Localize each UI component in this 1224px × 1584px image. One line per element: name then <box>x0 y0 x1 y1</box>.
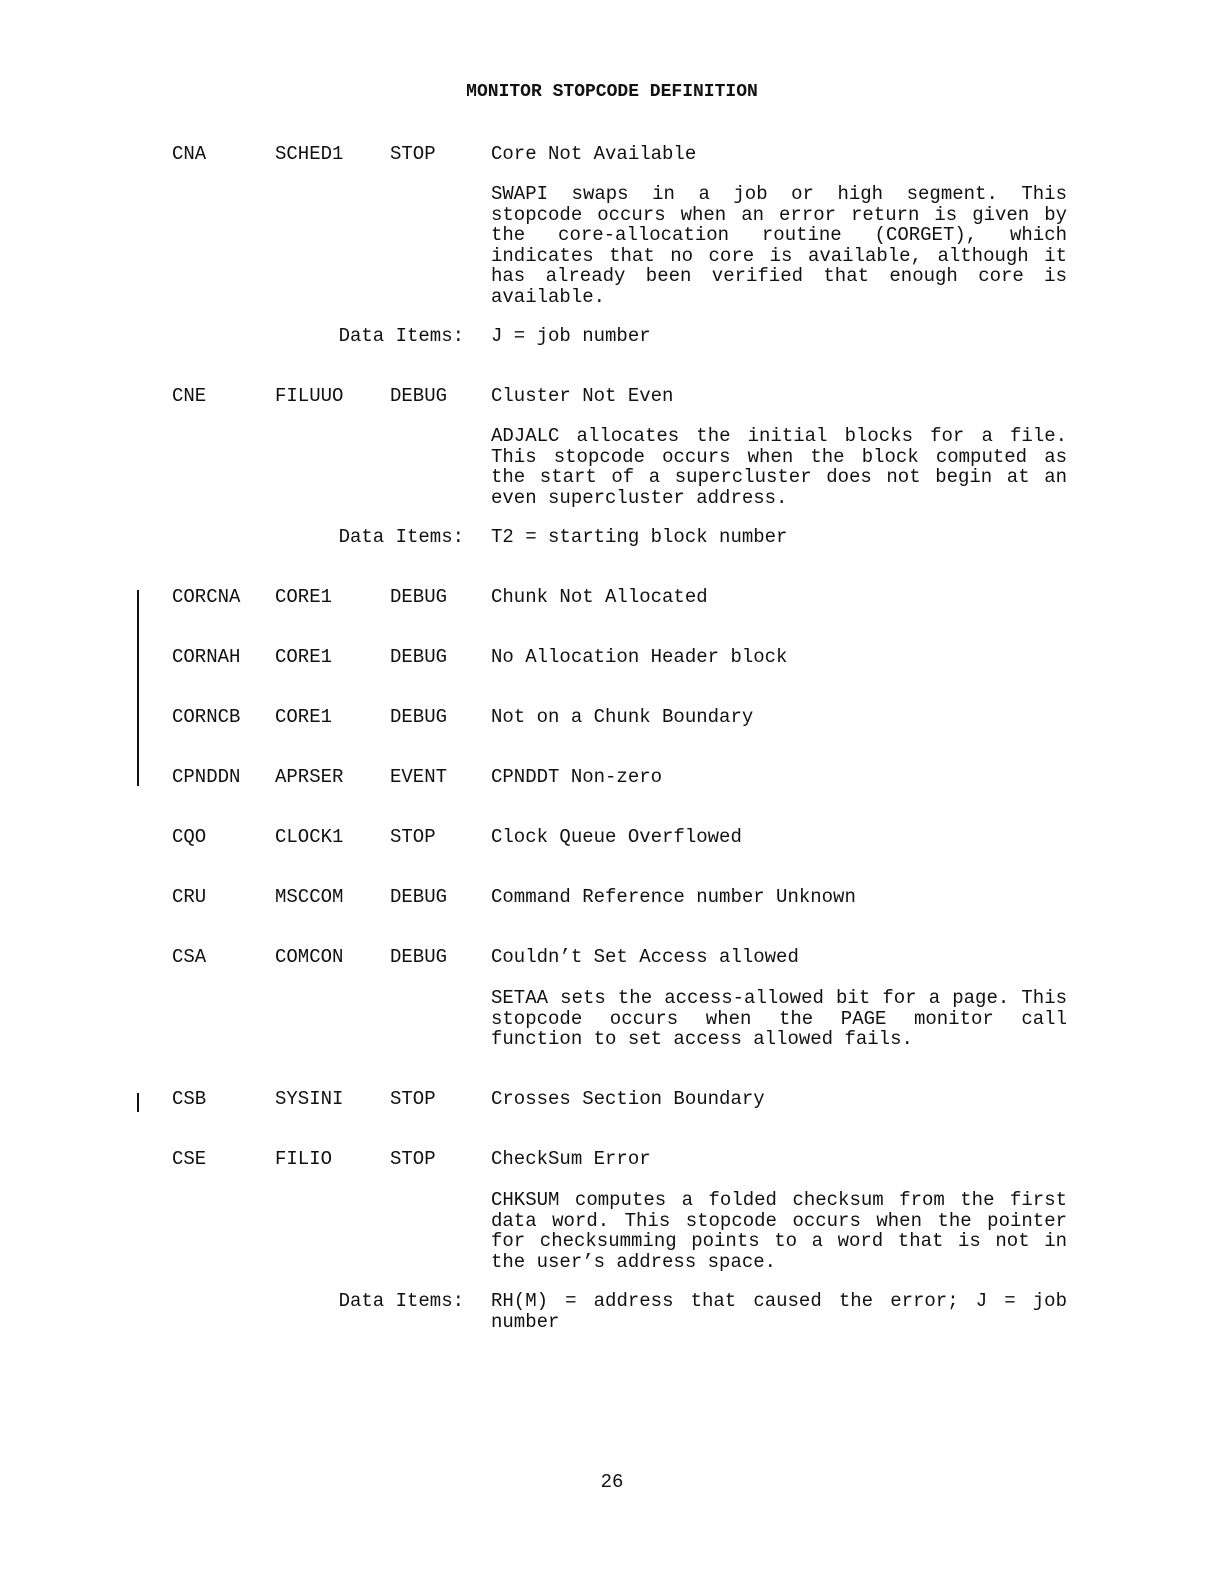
stopcode-description: CHKSUM computes a folded checksum from the first data word. This stopcode occurs when the pointer for checksumming points to a word that is not in the user’s address space. <box>491 1189 1067 1273</box>
stopcode-title: Cluster Not Even <box>491 385 674 407</box>
change-bar <box>137 590 139 786</box>
stopcode-module: APRSER <box>275 766 344 788</box>
stopcode-title: Crosses Section Boundary <box>491 1088 765 1110</box>
stopcode-type: STOP <box>390 1148 436 1170</box>
stopcode-name: CNA <box>172 143 207 165</box>
change-bar <box>137 1093 139 1112</box>
stopcode-name: CORCNA <box>172 586 241 608</box>
stopcode-type: DEBUG <box>390 586 448 608</box>
stopcode-title: CheckSum Error <box>491 1148 651 1170</box>
data-items-label: Data Items: <box>338 325 464 347</box>
stopcode-module: SCHED1 <box>275 143 344 165</box>
stopcode-name: CSB <box>172 1088 207 1110</box>
stopcode-type: DEBUG <box>390 946 448 968</box>
data-items-value: T2 = starting block number <box>491 526 788 548</box>
stopcode-module: CORE1 <box>275 706 333 728</box>
stopcode-type: DEBUG <box>390 646 448 668</box>
stopcode-name: CSE <box>172 1148 207 1170</box>
stopcode-type: DEBUG <box>390 385 448 407</box>
stopcode-type: STOP <box>390 1088 436 1110</box>
stopcode-name: CPNDDN <box>172 766 241 788</box>
stopcode-module: SYSINI <box>275 1088 344 1110</box>
page-number: 26 <box>600 1471 624 1493</box>
stopcode-title: Core Not Available <box>491 143 697 165</box>
stopcode-title: Chunk Not Allocated <box>491 586 708 608</box>
stopcode-module: FILIO <box>275 1148 333 1170</box>
stopcode-type: DEBUG <box>390 706 448 728</box>
stopcode-module: CORE1 <box>275 586 333 608</box>
stopcode-module: CORE1 <box>275 646 333 668</box>
stopcode-name: CQO <box>172 826 207 848</box>
stopcode-name: CNE <box>172 385 207 407</box>
stopcode-module: CLOCK1 <box>275 826 344 848</box>
data-items-label: Data Items: <box>338 1290 464 1312</box>
stopcode-name: CORNCB <box>172 706 241 728</box>
stopcode-title: Not on a Chunk Boundary <box>491 706 754 728</box>
page-title: MONITOR STOPCODE DEFINITION <box>466 82 758 102</box>
stopcode-module: COMCON <box>275 946 344 968</box>
stopcode-name: CORNAH <box>172 646 241 668</box>
stopcode-name: CRU <box>172 886 207 908</box>
stopcode-type: STOP <box>390 143 436 165</box>
stopcode-module: MSCCOM <box>275 886 344 908</box>
stopcode-title: Couldn’t Set Access allowed <box>491 946 799 968</box>
stopcode-description: SETAA sets the access-allowed bit for a page. This stopcode occurs when the PAGE monitor call function to set access allowed fails. <box>491 987 1067 1050</box>
stopcode-type: EVENT <box>390 766 448 788</box>
data-items-value: J = job number <box>491 325 651 347</box>
stopcode-description: SWAPI swaps in a job or high segment. This stopcode occurs when an error return is given by the core-allocation routine (CORGET), which indicates that no core is available, although it has already been verified that enough core is available. <box>491 183 1067 308</box>
stopcode-module: FILUUO <box>275 385 344 407</box>
stopcode-description: ADJALC allocates the initial blocks for a file. This stopcode occurs when the block computed as the start of a supercluster does not begin at an even supercluster address. <box>491 425 1067 509</box>
stopcode-type: DEBUG <box>390 886 448 908</box>
data-items-label: Data Items: <box>338 526 464 548</box>
data-items-value: RH(M) = address that caused the error; J = job number <box>491 1290 1067 1333</box>
stopcode-title: CPNDDT Non-zero <box>491 766 663 788</box>
stopcode-title: No Allocation Header block <box>491 646 788 668</box>
stopcode-title: Clock Queue Overflowed <box>491 826 742 848</box>
stopcode-type: STOP <box>390 826 436 848</box>
stopcode-title: Command Reference number Unknown <box>491 886 856 908</box>
stopcode-name: CSA <box>172 946 207 968</box>
